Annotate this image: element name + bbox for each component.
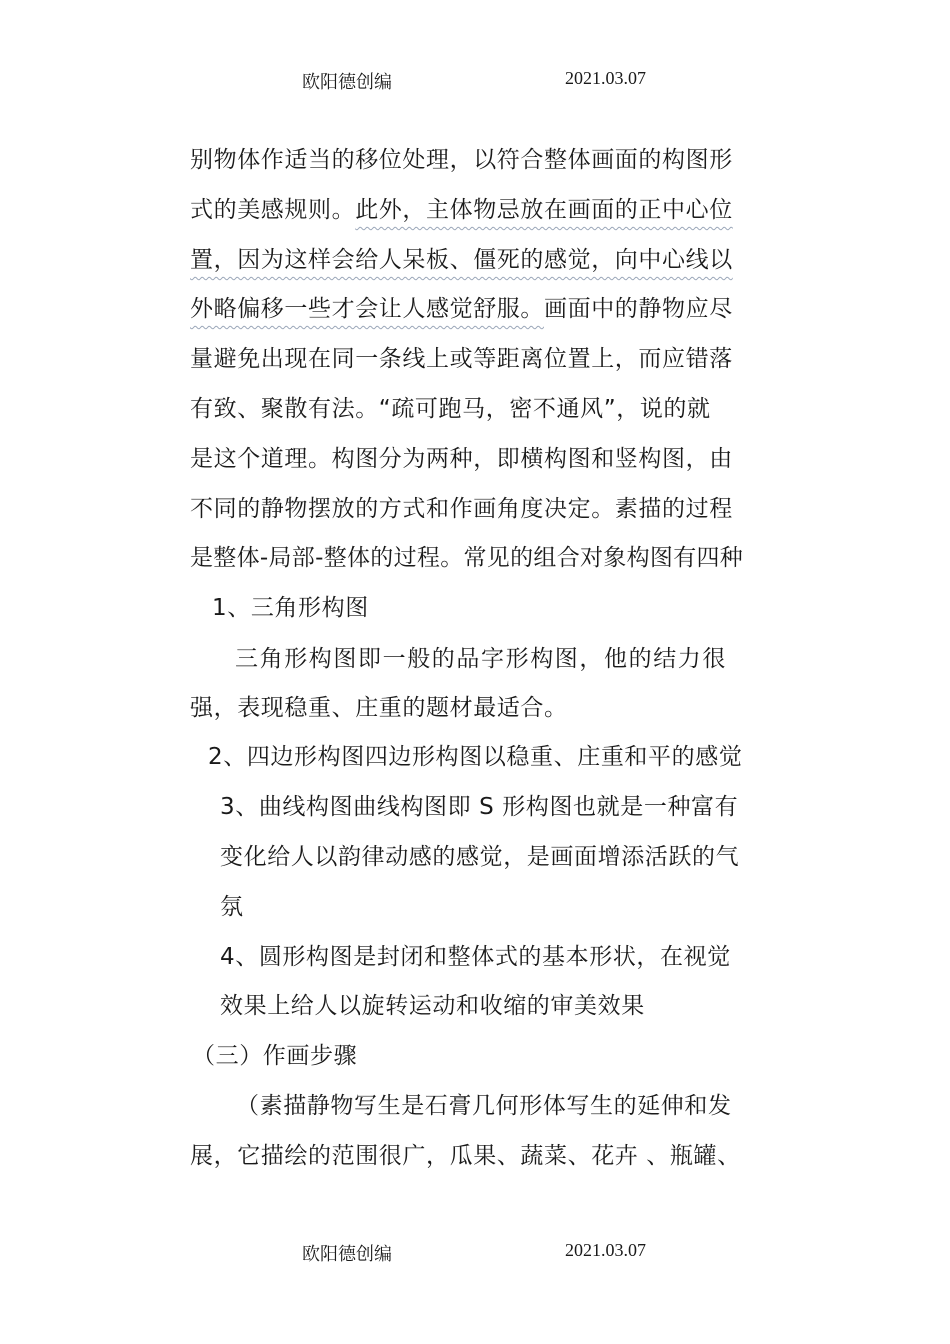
body-line: 展，它描绘的范围很广，瓜果、蔬菜、花卉 、瓶罐、: [190, 1143, 741, 1169]
body-line: 别物体作适当的移位处理，以符合整体画面的构图形: [190, 147, 733, 173]
body-line: 有致、聚散有法。“疏可跑马，密不通风”，说的就: [190, 396, 711, 422]
body-line: [190, 289, 770, 329]
body-line: 三角形构图即一般的品字形构图，他的结力很: [235, 646, 727, 672]
section-heading: 4、圆形构图是封闭和整体式的基本形状，在视觉: [220, 944, 731, 970]
body-line: 氛: [220, 894, 244, 920]
section-heading: 3、曲线构图曲线构图即 S 形构图也就是一种富有: [220, 794, 739, 820]
body-line: 不同的静物摆放的方式和作画角度决定。素描的过程: [190, 496, 733, 522]
body-line: [190, 190, 770, 230]
page-footer: [0, 1240, 950, 1264]
highlighted-text: 外略偏移一些才会让人感觉舒服。: [190, 296, 544, 322]
body-line: 是整体-局部-整体的过程。常见的组合对象构图有四种: [190, 545, 744, 571]
body-line: 变化给人以韵律动感的感觉，是画面增添活跃的气: [220, 844, 740, 870]
page-header: [0, 68, 950, 92]
footer-author: 欧阳德创编: [302, 1244, 392, 1264]
body-line: 强，表现稳重、庄重的题材最适合。: [190, 695, 568, 721]
footer-date: 2021.03.07: [565, 1240, 646, 1260]
section-heading: 2、四边形构图四边形构图以稳重、庄重和平的感觉: [208, 744, 743, 770]
highlighted-text: 置，因为这样会给人呆板、僵死的感觉，向中心线以: [190, 247, 733, 273]
section-heading: 1、三角形构图: [212, 595, 369, 621]
highlighted-text: 此外，主体物忌放在画面的正中心位: [355, 197, 733, 223]
section-heading: （三）作画步骤: [192, 1043, 358, 1069]
header-date: 2021.03.07: [565, 68, 646, 88]
body-text: 式的美感规则。: [190, 197, 356, 223]
body-text: 画面中的静物应尽: [544, 296, 733, 322]
body-line: （素描静物写生是石膏几何形体写生的延伸和发: [236, 1093, 732, 1119]
body-line: 是这个道理。构图分为两种，即横构图和竖构图，由: [190, 446, 733, 472]
body-line: 量避免出现在同一条线上或等距离位置上，而应错落: [190, 346, 733, 372]
body-line: 效果上给人以旋转运动和收缩的审美效果: [220, 993, 645, 1019]
header-author: 欧阳德创编: [302, 72, 392, 92]
body-line: [190, 240, 770, 280]
